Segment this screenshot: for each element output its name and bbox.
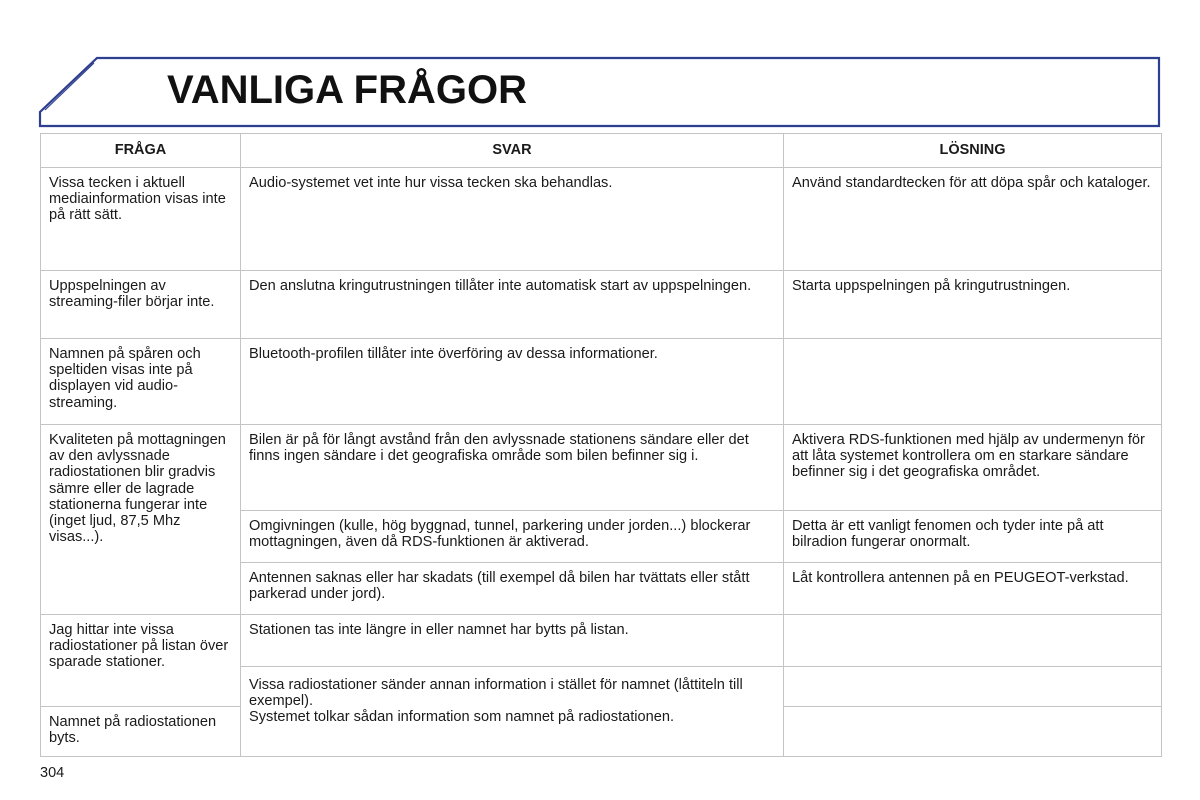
- question-cell: Kvaliteten på mottagningen av den avlyssnade radiostationen blir gradvis sämre eller de lagrade stationerna fungerar inte (inget ljud, 87,5 Mhz visas...).: [41, 425, 241, 615]
- solution-cell: Använd standardtecken för att döpa spår och kataloger.: [784, 168, 1162, 271]
- column-header-solution: LÖSNING: [784, 134, 1162, 168]
- answer-text: Vissa radiostationer sänder annan information i stället för namnet (låttiteln till exempel).: [249, 677, 743, 710]
- answer-cell: Bilen är på för långt avstånd från den avlyssnade stationens sändare eller det finns ingen sändare i det geografiska område som bilen befinner sig i.: [241, 425, 784, 511]
- table-row: [41, 168, 1162, 271]
- question-cell: Uppspelningen av streaming-filer börjar inte.: [41, 271, 241, 339]
- question-cell: Namnet på radiostationen byts.: [41, 707, 241, 757]
- solution-cell: [784, 339, 1162, 425]
- table-row: [41, 271, 1162, 339]
- table-row: [41, 615, 1162, 667]
- solution-cell: Aktivera RDS-funktionen med hjälp av undermenyn för att låta systemet kontrollera om en starkare sändare befinner sig i det geografiska området.: [784, 425, 1162, 511]
- answer-cell: Bluetooth-profilen tillåter inte överföring av dessa informationer.: [241, 339, 784, 425]
- answer-cell: Audio-systemet vet inte hur vissa tecken ska behandlas.: [241, 168, 784, 271]
- faq-table: [40, 133, 1162, 757]
- column-header-question: FRÅGA: [41, 134, 241, 168]
- table-header-row: [41, 134, 1162, 168]
- answer-cell: Den anslutna kringutrustningen tillåter inte automatisk start av uppspelningen.: [241, 271, 784, 339]
- page-title: VANLIGA FRÅGOR: [167, 68, 527, 112]
- column-header-answer: SVAR: [241, 134, 784, 168]
- solution-cell: Starta uppspelningen på kringutrustningen.: [784, 271, 1162, 339]
- question-cell: Vissa tecken i aktuell mediainformation visas inte på rätt sätt.: [41, 168, 241, 271]
- answer-cell: Stationen tas inte längre in eller namnet har bytts på listan.: [241, 615, 784, 667]
- solution-cell: Låt kontrollera antennen på en PEUGEOT-verkstad.: [784, 563, 1162, 615]
- solution-cell: Detta är ett vanligt fenomen och tyder inte på att bilradion fungerar onormalt.: [784, 511, 1162, 563]
- question-cell: Namnen på spåren och speltiden visas inte på displayen vid audio-streaming.: [41, 339, 241, 425]
- question-cell: Jag hittar inte vissa radiostationer på listan över sparade stationer.: [41, 615, 241, 707]
- page-number: 304: [40, 765, 65, 781]
- answer-text: Systemet tolkar sådan information som namnet på radiostationen.: [249, 709, 675, 726]
- solution-cell: [784, 667, 1162, 707]
- answer-cell: [241, 667, 784, 757]
- answer-cell: Omgivningen (kulle, hög byggnad, tunnel, parkering under jorden...) blockerar mottagningen, även då RDS-funktionen är aktiverad.: [241, 511, 784, 563]
- table-row: [41, 425, 1162, 511]
- answer-cell: Antennen saknas eller har skadats (till exempel då bilen har tvättats eller stått parkerad under jord).: [241, 563, 784, 615]
- solution-cell: [784, 707, 1162, 757]
- table-row: [41, 339, 1162, 425]
- solution-cell: [784, 615, 1162, 667]
